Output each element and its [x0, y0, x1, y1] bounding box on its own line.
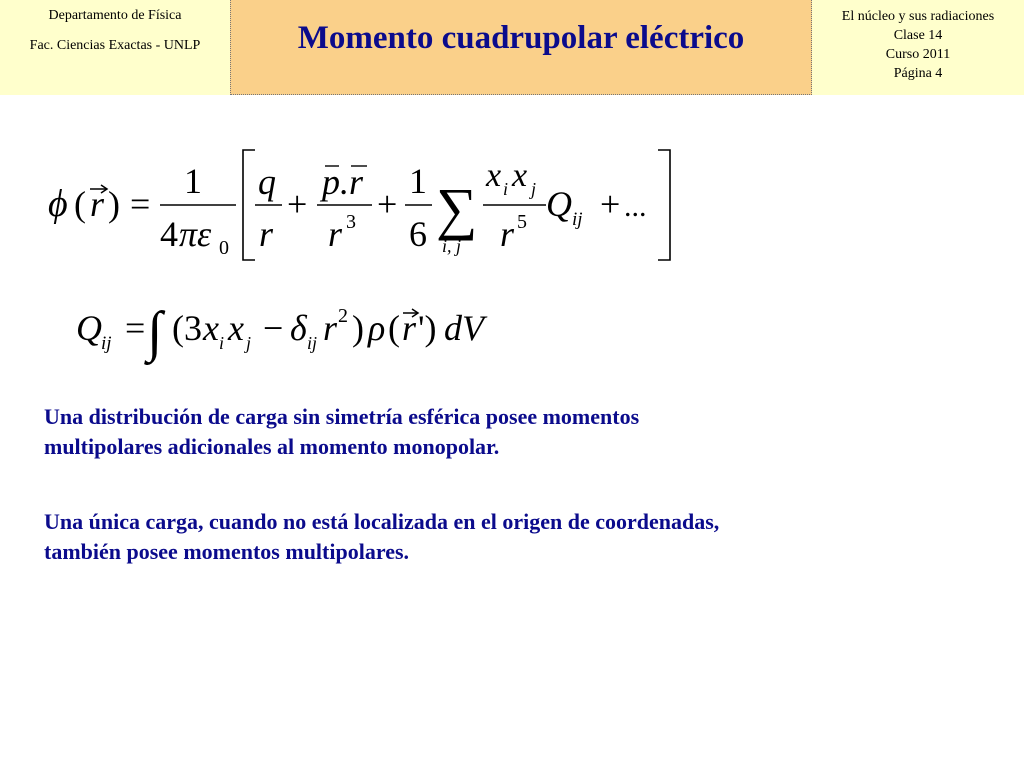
term2-numerator: p.r [322, 162, 364, 202]
term1-denominator: r [259, 214, 274, 254]
plus-sign-3: + [600, 184, 621, 224]
phi-symbol: ϕ [48, 183, 68, 225]
course-name-label: El núcleo y sus radiaciones [841, 9, 995, 24]
summation-index: i, j [442, 236, 462, 256]
potential-expansion-equation [48, 150, 670, 260]
paragraph-1-line-1: Una distribución de carga sin simetría esférica posee momentos [44, 404, 640, 429]
eq2-Q: Q [76, 308, 102, 348]
eq1-close-paren: ) [108, 184, 120, 224]
term4-sub-i: i [503, 179, 509, 199]
eq2-x-j-subscript: j [246, 333, 252, 353]
faculty-label: Fac. Ciencias Exactas - UNLP [29, 38, 201, 53]
eq2-close-paren: ) [352, 308, 364, 348]
term3-denominator: 6 [409, 214, 427, 254]
eq1-open-paren: ( [74, 184, 86, 224]
integral-sign: ∫ [147, 301, 163, 363]
eq2-Q-subscript: ij [101, 333, 112, 354]
term2-denominator: r [328, 214, 343, 254]
term4-x1: x [486, 157, 502, 194]
term1-numerator: q [258, 162, 276, 202]
paragraph-2-line-1: Una única carga, cuando no está localizada en el origen de coordenadas, [44, 509, 720, 534]
eq2-equals-sign: = [125, 308, 146, 348]
eq2-x-i-subscript: i [219, 333, 225, 353]
eq2-x-i: x [203, 308, 219, 348]
coef-denominator-pi-epsilon: πε [179, 214, 212, 254]
left-bracket [243, 150, 255, 260]
paragraph-2-line-2: también posee momentos multipolares. [44, 539, 410, 564]
quadrupole-Q-subscript: ij [572, 209, 583, 230]
plus-sign-1: + [287, 184, 308, 224]
class-number-label: Clase 14 [893, 28, 943, 43]
term4-x2: x [512, 157, 528, 194]
eq2-r-prime: r [402, 308, 417, 348]
eq2-x-j: x [228, 308, 244, 348]
term3-numerator: 1 [409, 161, 427, 201]
eq2-part-open-3: (3 [172, 308, 202, 348]
department-label: Departamento de Física [48, 8, 182, 23]
term2-exponent: 3 [346, 211, 356, 233]
coef-epsilon-subscript: 0 [219, 237, 229, 259]
page-number-label: Página 4 [893, 66, 943, 81]
eq2-minus-sign: − [263, 308, 284, 348]
term4-exponent: 5 [517, 211, 527, 233]
coef-denominator-4: 4 [160, 214, 178, 254]
quadrupole-tensor-equation [76, 301, 488, 366]
term4-sub-j: j [531, 179, 537, 199]
eq2-prime-close: ') [418, 308, 437, 348]
coef-numerator: 1 [184, 161, 202, 201]
plus-sign-2: + [377, 184, 398, 224]
summation-sign: ∑ [436, 176, 478, 241]
paragraph-single-charge [44, 507, 1004, 567]
eq2-delta-subscript: ij [307, 333, 318, 353]
term4-denominator: r [500, 214, 515, 254]
eq2-delta: δ [290, 308, 307, 348]
eq1-equals-sign: = [130, 184, 151, 224]
course-year-label: Curso 2011 [885, 47, 951, 62]
paragraph-asymmetric-distribution [44, 402, 1004, 462]
ellipsis: ... [624, 190, 647, 223]
eq2-rho: ρ [368, 308, 386, 348]
quadrupole-Q: Q [546, 184, 572, 224]
slide-title: Momento cuadrupolar eléctrico [297, 20, 745, 56]
eq2-r-exponent: 2 [338, 305, 348, 327]
eq2-dV: dV [444, 308, 484, 348]
eq1-r-vector: r [90, 184, 105, 224]
eq2-open-paren: ( [388, 308, 400, 348]
eq2-r: r [323, 308, 338, 348]
right-bracket [658, 150, 670, 260]
paragraph-1-line-2: multipolares adicionales al momento monopolar. [44, 434, 500, 459]
